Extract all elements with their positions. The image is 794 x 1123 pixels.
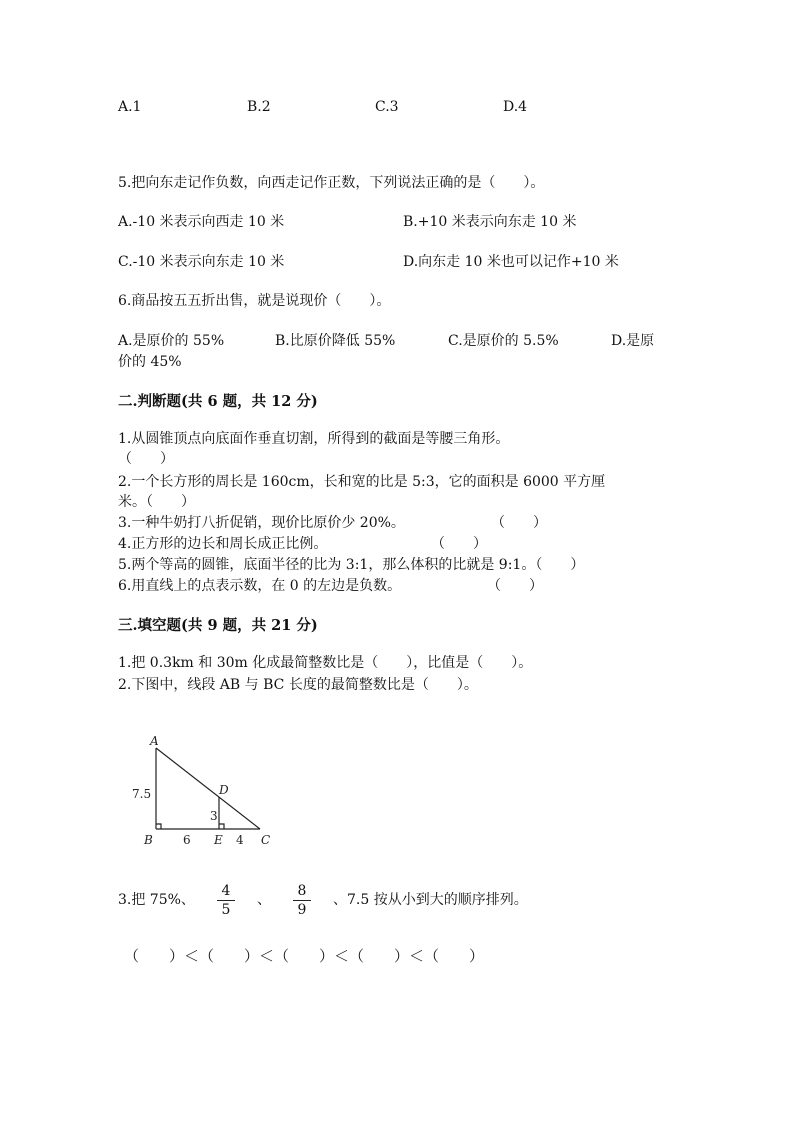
right-angle-b xyxy=(156,824,161,829)
q4-option-d: D.4 xyxy=(503,99,528,115)
fraction-1-numerator: 4 xyxy=(221,883,231,899)
fraction-eight-ninths xyxy=(293,883,311,918)
judge-item-1: 1.从圆锥顶点向底面作垂直切割，所得到的截面是等腰三角形。 xyxy=(118,431,510,447)
judge-item-1-paren: （ ） xyxy=(118,451,174,467)
label-e: E xyxy=(214,833,223,847)
label-a: A xyxy=(150,734,159,748)
segment-ac xyxy=(156,748,260,829)
fill-item-3-suffix: 、7.5 按从小到大的顺序排列。 xyxy=(333,892,528,908)
fill-item-3-answer-blanks: （ ）＜（ ）＜（ ）＜（ ）＜（ ） xyxy=(124,947,485,965)
q5-option-d: D.向东走 10 米也可以记作+10 米 xyxy=(403,254,619,270)
q4-option-c: C.3 xyxy=(375,99,399,115)
judge-item-2: 2.一个长方形的周长是 160cm，长和宽的比是 5:3，它的面积是 6000 平方厘 xyxy=(118,474,606,490)
length-ab: 7.5 xyxy=(132,787,152,801)
fill-item-2: 2.下图中，线段 AB 与 BC 长度的最简整数比是（ ）。 xyxy=(118,677,478,693)
q6-option-c: C.是原价的 5.5% xyxy=(448,333,559,349)
length-ec: 4 xyxy=(236,833,244,847)
fill-item-3-prefix: 3.把 75%、 xyxy=(118,892,195,908)
q6-option-d-line1: D.是原 xyxy=(611,333,655,349)
q5-stem: 5.把向东走记作负数，向西走记作正数，下列说法正确的是（ ）。 xyxy=(118,175,545,191)
q6-option-d-line2: 价的 45% xyxy=(118,354,182,370)
q5-option-c: C.-10 米表示向东走 10 米 xyxy=(118,254,285,270)
judge-item-5: 5.两个等高的圆锥，底面半径的比为 3:1，那么体积的比就是 9:1。（ ） xyxy=(118,557,585,573)
fill-item-1: 1.把 0.3km 和 30m 化成最简整数比是（ ），比值是（ ）。 xyxy=(118,655,533,671)
label-d: D xyxy=(219,783,229,797)
section2-title: 二.判断题(共 6 题，共 12 分) xyxy=(118,393,318,410)
fraction-four-fifths xyxy=(217,883,235,918)
judge-item-4: 4.正方形的边长和周长成正比例。 xyxy=(118,536,328,552)
q4-option-b: B.2 xyxy=(247,99,271,115)
judge-item-6: 6.用直线上的点表示数，在 0 的左边是负数。 xyxy=(118,578,402,594)
q6-stem: 6.商品按五五折出售，就是说现价（ ）。 xyxy=(118,293,391,309)
judge-item-2-cont: 米。（ ） xyxy=(118,494,195,510)
triangle-figure xyxy=(122,728,282,856)
fill-item-3-separator: 、 xyxy=(257,892,271,908)
judge-item-6-paren: （ ） xyxy=(487,578,543,594)
fraction-1-bar xyxy=(217,900,235,901)
q6-option-b: B.比原价降低 55% xyxy=(275,333,396,349)
q4-option-a: A.1 xyxy=(118,99,142,115)
judge-item-3-paren: （ ） xyxy=(491,515,547,531)
section3-title: 三.填空题(共 9 题，共 21 分) xyxy=(118,617,318,634)
fraction-2-denominator: 9 xyxy=(297,902,307,918)
length-be: 6 xyxy=(183,833,191,847)
length-de: 3 xyxy=(210,809,218,823)
q5-option-a: A.-10 米表示向西走 10 米 xyxy=(118,214,285,230)
q6-option-a: A.是原价的 55% xyxy=(118,333,225,349)
fraction-2-numerator: 8 xyxy=(297,883,307,899)
judge-item-3: 3.一种牛奶打八折促销，现价比原价少 20%。 xyxy=(118,515,405,531)
right-angle-e xyxy=(219,824,224,829)
judge-item-4-paren: （ ） xyxy=(431,536,487,552)
fraction-2-bar xyxy=(293,900,311,901)
label-c: C xyxy=(261,833,271,847)
label-b: B xyxy=(144,833,153,847)
q5-option-b: B.+10 米表示向东走 10 米 xyxy=(403,214,577,230)
fraction-1-denominator: 5 xyxy=(221,902,231,918)
